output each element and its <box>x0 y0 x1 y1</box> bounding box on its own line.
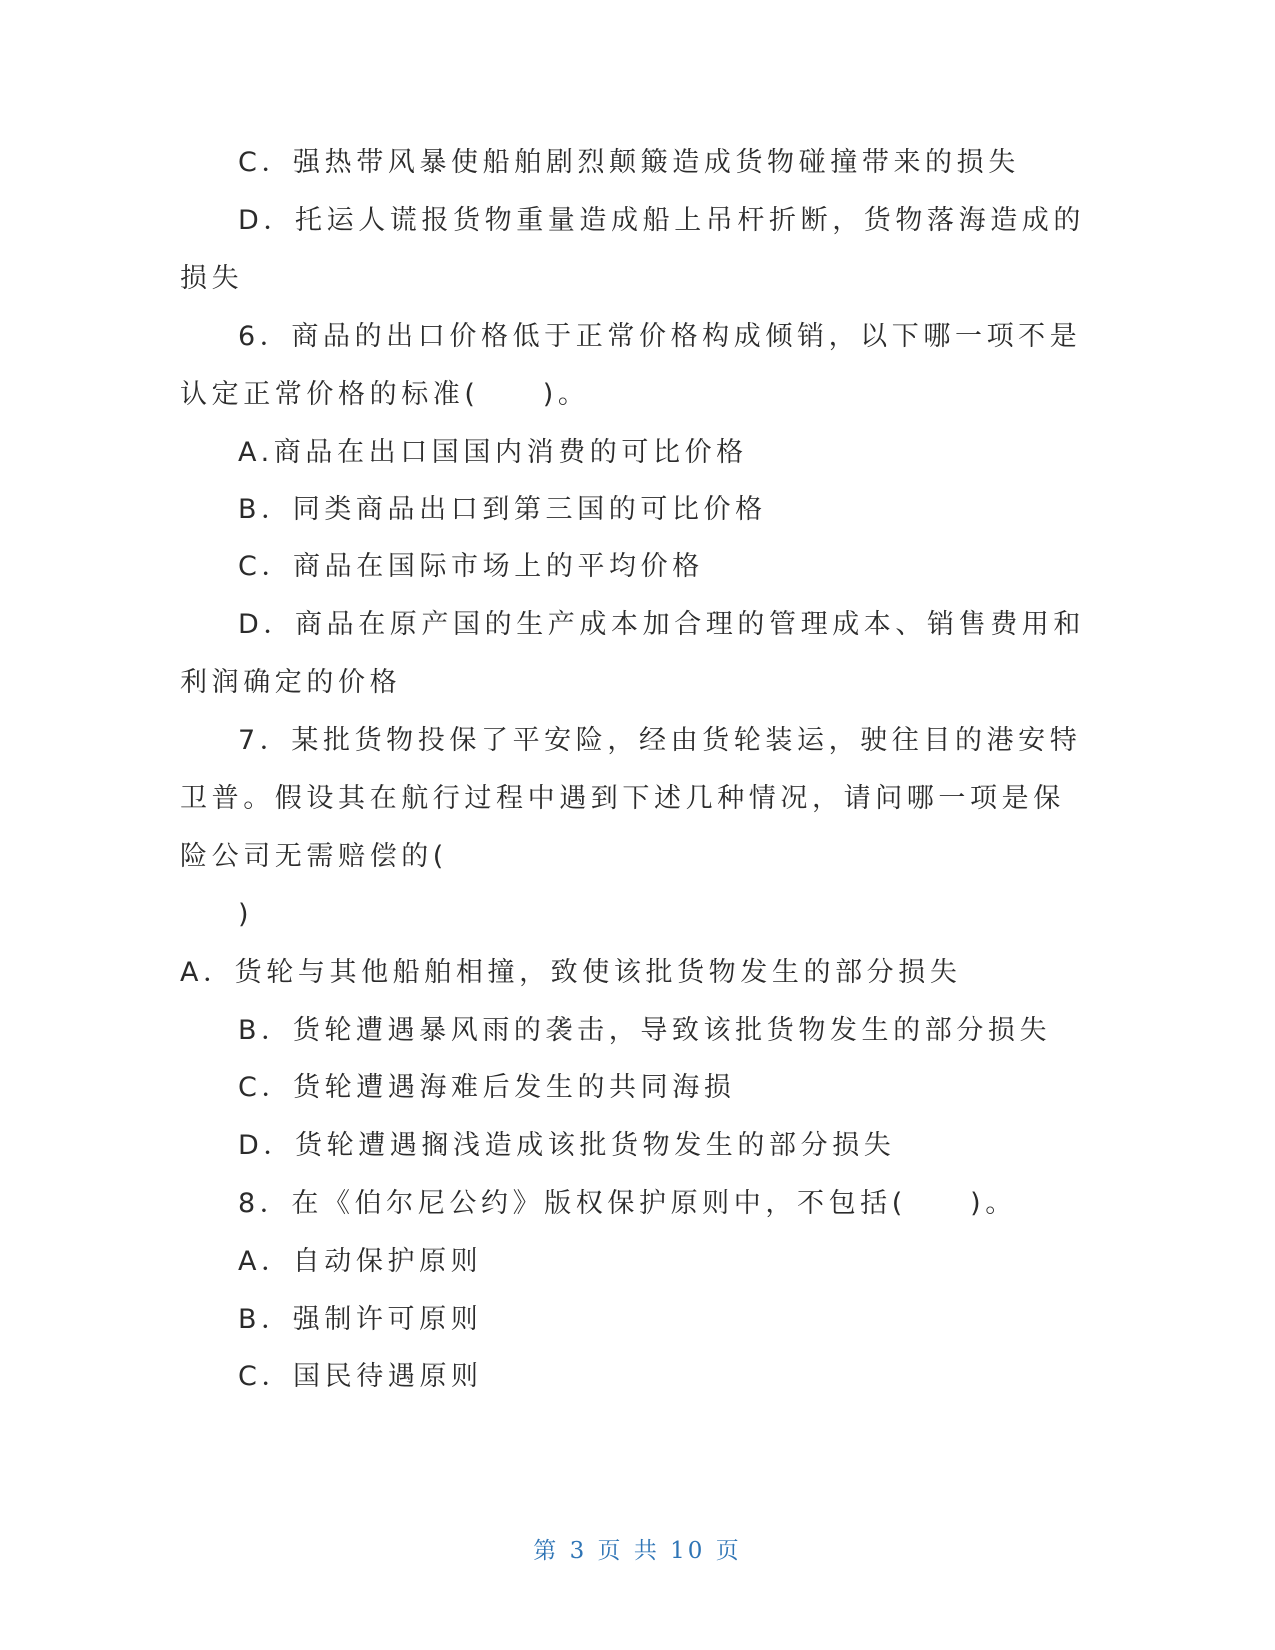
option-d-q5: D．托运人谎报货物重量造成船上吊杆折断，货物落海造成的 <box>238 205 1085 236</box>
option-c-q7: C．货轮遭遇海难后发生的共同海损 <box>238 1072 736 1103</box>
question-7-continuation-2: 险公司无需赔偿的( <box>180 841 448 872</box>
option-a-q7: A．货轮与其他船舶相撞，致使该批货物发生的部分损失 <box>180 957 962 988</box>
question-7-closing-paren: ) <box>238 899 254 930</box>
option-b-q7: B．货轮遭遇暴风雨的袭击，导致该批货物发生的部分损失 <box>238 1015 1052 1046</box>
option-d-q6: D．商品在原产国的生产成本加合理的管理成本、销售费用和 <box>238 609 1085 640</box>
option-d-q6-continuation: 利润确定的价格 <box>180 667 402 698</box>
option-a-q8: A．自动保护原则 <box>238 1246 483 1277</box>
option-b-q6: B．同类商品出口到第三国的可比价格 <box>238 494 767 525</box>
question-8: 8．在《伯尔尼公约》版权保护原则中，不包括( )。 <box>238 1188 1017 1219</box>
option-d-q5-continuation: 损失 <box>180 263 244 294</box>
question-7: 7．某批货物投保了平安险，经由货轮装运，驶往目的港安特 <box>238 725 1082 756</box>
option-c-q6: C．商品在国际市场上的平均价格 <box>238 551 704 582</box>
option-d-q7: D．货轮遭遇搁浅造成该批货物发生的部分损失 <box>238 1130 896 1161</box>
option-c-q5: C．强热带风暴使船舶剧烈颠簸造成货物碰撞带来的损失 <box>238 147 1020 178</box>
question-6: 6．商品的出口价格低于正常价格构成倾销，以下哪一项不是 <box>238 321 1082 352</box>
option-a-q6: A.商品在出口国国内消费的可比价格 <box>238 437 748 468</box>
option-b-q8: B．强制许可原则 <box>238 1304 483 1335</box>
question-6-continuation: 认定正常价格的标准( )。 <box>180 379 590 410</box>
page-number-footer: 第 3 页 共 10 页 <box>533 1538 742 1564</box>
question-7-continuation-1: 卫普。假设其在航行过程中遇到下述几种情况，请问哪一项是保 <box>180 783 1065 814</box>
option-c-q8: C．国民待遇原则 <box>238 1361 483 1392</box>
